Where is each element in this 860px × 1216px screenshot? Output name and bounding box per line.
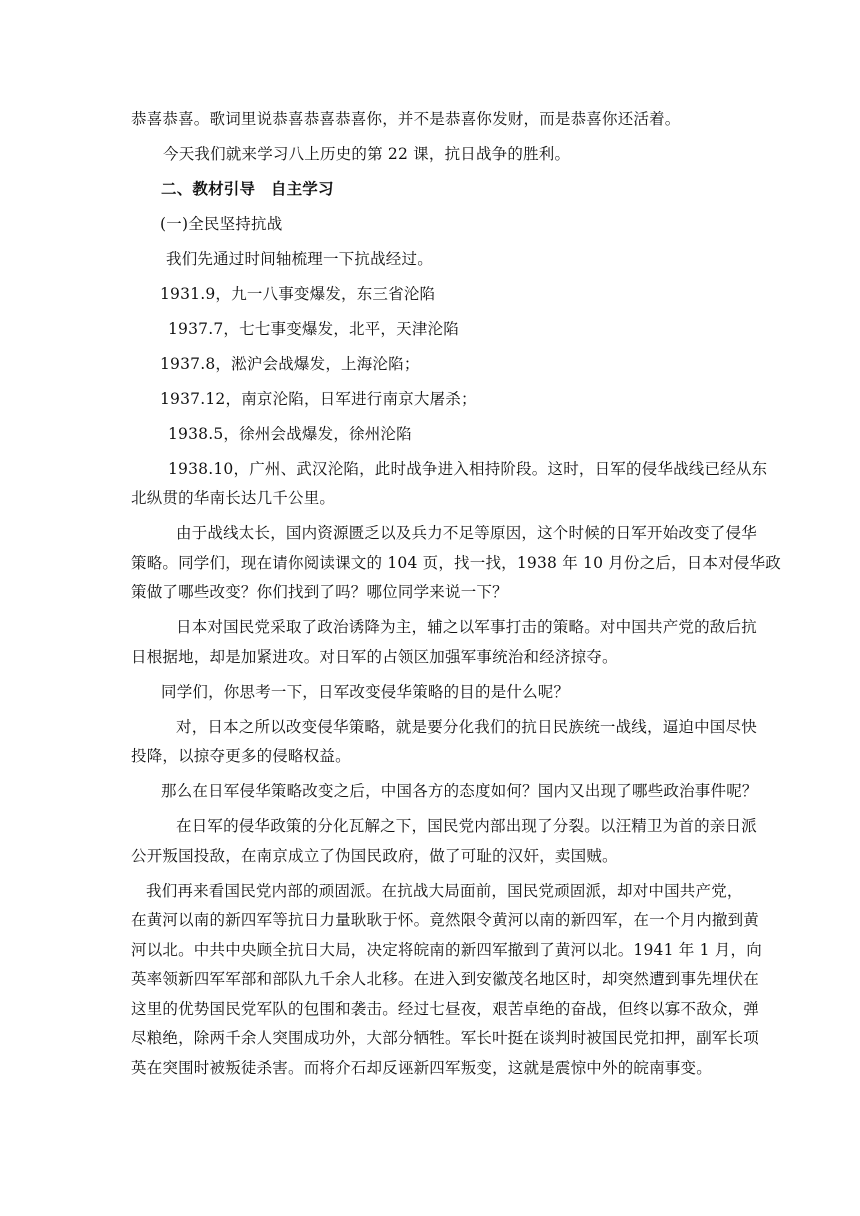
section-heading: 二、教材引导 自主学习 <box>161 179 334 198</box>
paragraph-line: 日根据地，却是加紧进攻。对日军的占领区加强军事统治和经济掠夺。 <box>131 648 618 666</box>
paragraph-line: 策做了哪些改变？你们找到了吗？哪位同学来说一下？ <box>131 583 508 601</box>
paragraph-line: 公开叛国投敌，在南京成立了伪国民政府，做了可耻的汉奸，卖国贼。 <box>131 847 618 865</box>
paragraph-line: 英在突围时被叛徒杀害。而将介石却反诬新四军叛变，这就是震惊中外的皖南事变。 <box>131 1059 712 1077</box>
paragraph-line: 河以北。中共中央顾全抗日大局，决定将皖南的新四军撤到了黄河以北。1941 年 1 月，向 <box>131 941 762 959</box>
timeline-item: 1938.5，徐州会战爆发，徐州沦陷 <box>168 425 412 443</box>
timeline-item: 1931.9，九一八事变爆发，东三省沦陷 <box>160 285 436 303</box>
timeline-item: 1937.7，七七事变爆发，北平，天津沦陷 <box>168 320 459 338</box>
subsection-heading: (一)全民坚持抗战 <box>160 215 283 233</box>
paragraph-line: 我们再来看国民党内部的顽固派。在抗战大局面前，国民党顽固派，却对中国共产党， <box>146 882 743 900</box>
paragraph-line: 北纵贯的华南长达几千公里。 <box>131 489 336 507</box>
paragraph-line: 投降，以掠夺更多的侵略权益。 <box>131 747 351 765</box>
timeline-item: 1937.12，南京沦陷，日军进行南京大屠杀； <box>160 390 477 408</box>
paragraph-line: 由于战线太长，国内资源匮乏以及兵力不足等原因，这个时候的日军开始改变了侵华 <box>176 524 757 542</box>
paragraph-line: 今天我们就来学习八上历史的第 22 课，抗日战争的胜利。 <box>163 145 571 163</box>
paragraph-line: 英率领新四军军部和部队九千余人北移。在进入到安徽茂名地区时，却突然遭到事先埋伏在 <box>131 970 760 988</box>
timeline-item: 1937.8，淞沪会战爆发，上海沦陷； <box>160 355 420 373</box>
paragraph-line: 尽粮绝，除两千余人突围成功外，大部分牺牲。军长叶挺在谈判时被国民党扣押，副军长项 <box>131 1029 760 1047</box>
paragraph-line: 在黄河以南的新四军等抗日力量耿耿于怀。竟然限令黄河以南的新四军，在一个月内撤到黄 <box>131 911 760 929</box>
paragraph-line: 在日军的侵华政策的分化瓦解之下，国民党内部出现了分裂。以汪精卫为首的亲日派 <box>176 817 757 835</box>
paragraph-line: 恭喜恭喜。歌词里说恭喜恭喜恭喜你，并不是恭喜你发财，而是恭喜你还活着。 <box>131 110 681 128</box>
paragraph-line: 这里的优势国民党军队的包围和袭击。经过七昼夜，艰苦卓绝的奋战，但终以寡不敌众，弹 <box>131 1000 760 1018</box>
paragraph-line: 1938.10，广州、武汉沦陷，此时战争进入相持阶段。这时，日军的侵华战线已经从东 <box>168 460 768 478</box>
paragraph-line: 日本对国民党采取了政治诱降为主，辅之以军事打击的策略。对中国共产党的敌后抗 <box>176 618 757 636</box>
paragraph-line: 同学们，你思考一下，日军改变侵华策略的目的是什么呢？ <box>161 683 570 701</box>
paragraph-line: 我们先通过时间轴梳理一下抗战经过。 <box>166 250 433 268</box>
paragraph-line: 策略。同学们，现在请你阅读课文的 104 页，找一找，1938 年 10 月份之后，日本对侵华政 <box>131 554 781 572</box>
paragraph-line: 对，日本之所以改变侵华策略，就是要分化我们的抗日民族统一战线，逼迫中国尽快 <box>176 718 757 736</box>
paragraph-line: 那么在日军侵华策略改变之后，中国各方的态度如何？国内又出现了哪些政治事件呢？ <box>161 782 758 800</box>
